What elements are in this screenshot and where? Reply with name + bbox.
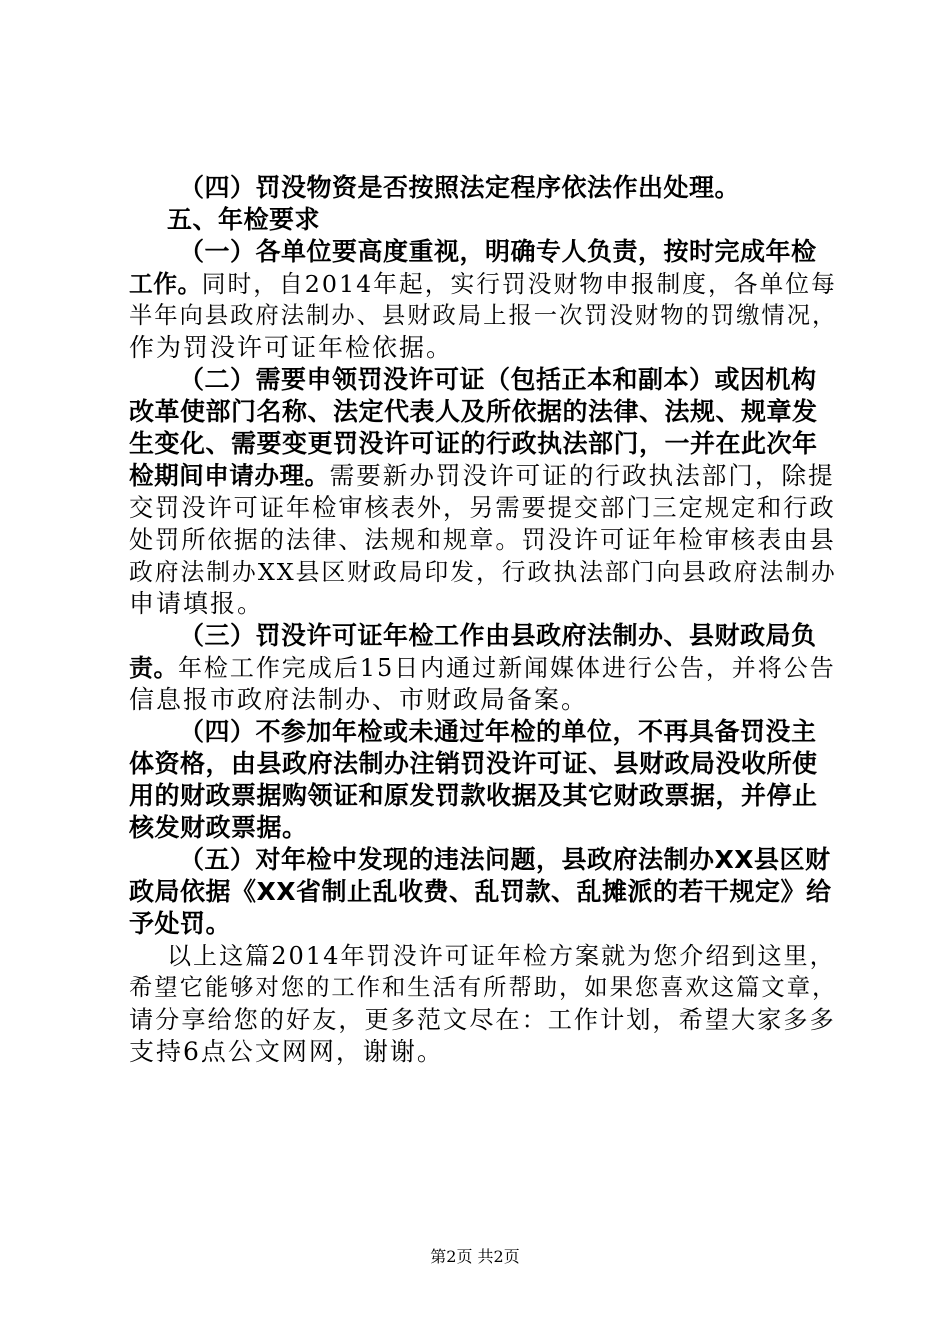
text-line bbox=[129, 460, 834, 492]
text-line bbox=[129, 684, 834, 716]
text-bold: （三）罚没许可证年检工作由县政府法制办、县财政局负 bbox=[179, 621, 817, 650]
text-normal: 处罚所依据的法律、法规和规章。罚没许可证年检审核表由县 bbox=[129, 526, 836, 554]
text-normal: 年检工作完成后15日内通过新闻媒体进行公告，并将公告 bbox=[177, 654, 836, 682]
text-normal: 信息报市政府法制办、市财政局备案。 bbox=[129, 685, 589, 714]
text-bold: 核发财政票据。 bbox=[129, 813, 308, 842]
text-line bbox=[129, 524, 834, 556]
text-line bbox=[129, 844, 834, 876]
text-bold: （一）各单位要高度重视，明确专人负责，按时完成年检 bbox=[179, 237, 817, 266]
text-normal: 请分享给您的好友，更多范文尽在：工作计划，希望大家多多 bbox=[129, 1006, 836, 1034]
page-number: 第2页 共2页 bbox=[430, 1247, 520, 1266]
text-line bbox=[129, 780, 834, 812]
text-normal: 作为罚没许可证年检依据。 bbox=[129, 333, 454, 362]
text-line bbox=[129, 748, 834, 780]
text-bold: 生变化、需要变更罚没许可证的行政执法部门，一并在此次年 bbox=[129, 429, 818, 458]
text-normal: 同时，自2014年起，实行罚没财物申报制度，各单位每 bbox=[201, 270, 837, 298]
document-body bbox=[129, 172, 838, 1068]
text-line bbox=[129, 428, 834, 460]
text-normal: 交罚没许可证年检审核表外，另需要提交部门三定规定和行政 bbox=[129, 494, 836, 522]
text-bold: 改革使部门名称、法定代表人及所依据的法律、法规、规章发 bbox=[129, 397, 818, 426]
text-line bbox=[129, 908, 834, 940]
text-line bbox=[129, 876, 834, 908]
text-bold: （五）对年检中发现的违法问题，县政府法制办XX县区财 bbox=[179, 845, 831, 874]
text-bold: （四）不参加年检或未通过年检的单位，不再具备罚没主 bbox=[179, 717, 817, 746]
text-normal: 支持6点公文网网，谢谢。 bbox=[129, 1037, 444, 1066]
text-line bbox=[129, 716, 834, 748]
text-normal: 以上这篇2014年罚没许可证年检方案就为您介绍到这里， bbox=[167, 942, 836, 970]
text-bold: 责。 bbox=[129, 654, 178, 682]
text-bold: 予处罚。 bbox=[129, 909, 232, 938]
text-normal: 半年向县政府法制办、县财政局上报一次罚没财物的罚缴情况， bbox=[129, 302, 838, 329]
text-normal: 申请填报。 bbox=[129, 589, 265, 618]
section-heading bbox=[129, 204, 834, 236]
text-line bbox=[129, 812, 834, 844]
text-line bbox=[129, 972, 838, 1004]
text-bold: 政局依据《XX省制止乱收费、乱罚款、乱摊派的若干规定》给 bbox=[129, 877, 832, 906]
text-line bbox=[129, 940, 834, 972]
text-line bbox=[129, 1036, 834, 1068]
text-line bbox=[129, 396, 834, 428]
text-bold: 体资格，由县政府法制办注销罚没许可证、县财政局没收所使 bbox=[129, 749, 818, 778]
text-bold: 用的财政票据购领证和原发罚款收据及其它财政票据，并停止 bbox=[129, 781, 818, 810]
text-bold: 检期间申请办理。 bbox=[129, 461, 330, 490]
text-line bbox=[129, 364, 834, 396]
text-line bbox=[129, 172, 834, 204]
text-line bbox=[129, 300, 838, 332]
text-normal: 希望它能够对您的工作和生活有所帮助，如果您喜欢这篇文章， bbox=[129, 974, 838, 1001]
text-line bbox=[129, 268, 837, 300]
text-line bbox=[129, 588, 834, 620]
text-line bbox=[129, 332, 834, 364]
text-normal: 政府法制办XX县区财政局印发，行政执法部门向县政府法制办 bbox=[129, 558, 837, 586]
text-bold: 工作。 bbox=[129, 270, 202, 298]
text-line bbox=[129, 1004, 834, 1036]
text-line bbox=[129, 556, 837, 588]
text-line bbox=[129, 236, 834, 268]
text-line bbox=[129, 620, 834, 652]
text-line bbox=[129, 652, 834, 684]
text-bold: （二）需要申领罚没许可证（包括正本和副本）或因机构 bbox=[179, 365, 817, 394]
text-bold: （四）罚没物资是否按照法定程序依法作出处理。 bbox=[179, 173, 741, 202]
text-line bbox=[129, 492, 834, 524]
text-normal: 需要新办罚没许可证的行政执法部门，除提 bbox=[329, 461, 835, 490]
text-bold: 五、年检要求 bbox=[167, 205, 321, 234]
